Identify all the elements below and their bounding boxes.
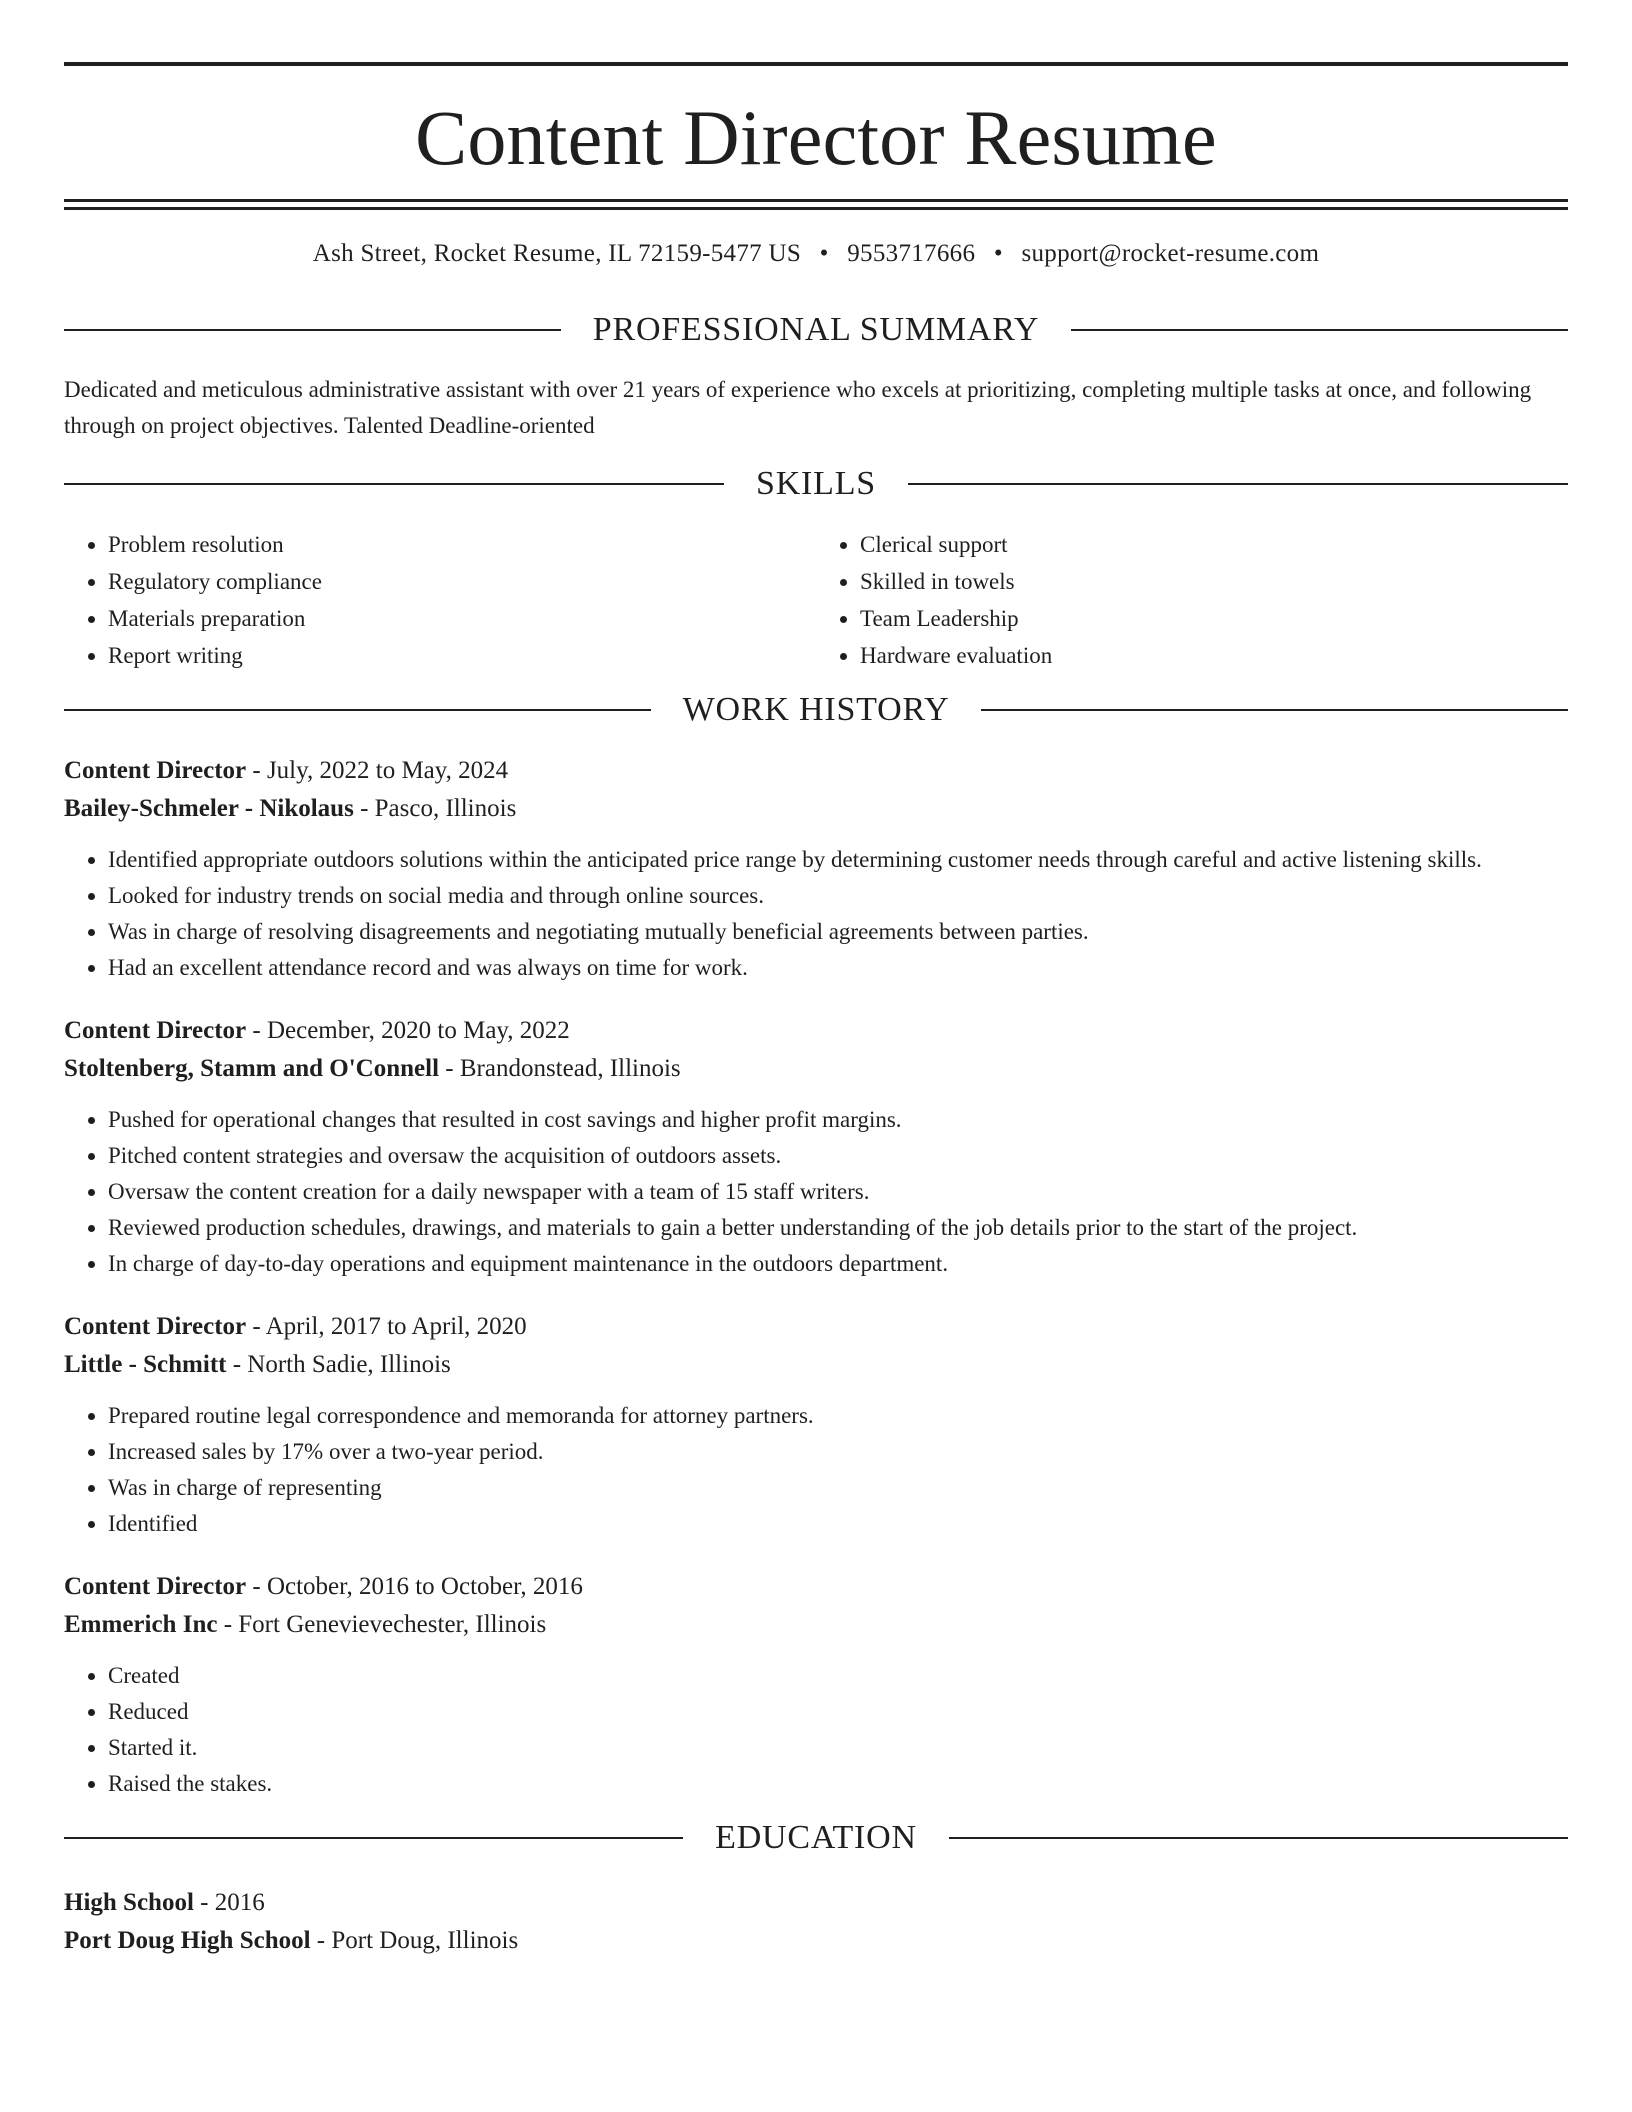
section-header-education [64, 1818, 1568, 1858]
job-bullet: • Raised the stakes. [108, 1766, 1568, 1802]
job-company-line [64, 1606, 1568, 1644]
job-title: Content Director [64, 1573, 247, 1600]
job-dates: - April, 2017 to April, 2020 [246, 1313, 527, 1340]
job-title-line [64, 1568, 1568, 1606]
job-bullet: • Looked for industry trends on social media and through online sources. [108, 878, 1568, 914]
job-title-line [64, 1012, 1568, 1050]
job-bullets [64, 1102, 1568, 1282]
section-title-work: WORK HISTORY [682, 691, 950, 728]
job-bullet: • Was in charge of representing [108, 1470, 1568, 1506]
skill-item: • Report writing [108, 637, 816, 674]
section-rule-right [908, 483, 1568, 485]
job-bullet: • Increased sales by 17% over a two-year period. [108, 1434, 1568, 1470]
job-title: Content Director [64, 1313, 247, 1340]
summary-text: Dedicated and meticulous administrative assistant with over 21 years of experience who excels at prioritizing, completing multiple tasks at once, and following through on project objectives. Talented Deadline-oriented [64, 377, 1532, 438]
job-bullet: • Prepared routine legal correspondence and memoranda for attorney partners. [108, 1398, 1568, 1434]
job-entry [64, 1568, 1568, 1802]
section-header-work [64, 690, 1568, 730]
resume-title: Content Director Resume [415, 94, 1217, 181]
job-bullet: • Identified [108, 1506, 1568, 1542]
job-bullet: • Had an excellent attendance record and was always on time for work. [108, 950, 1568, 986]
skill-item: • Hardware evaluation [860, 637, 1568, 674]
skill-item: • Clerical support [860, 526, 1568, 563]
job-location: - Brandonstead, Illinois [439, 1055, 681, 1082]
contact-address: Ash Street, Rocket Resume, IL 72159-5477 US [312, 240, 802, 267]
contact-email: support@rocket-resume.com [1021, 240, 1320, 267]
job-location: - Pasco, Illinois [353, 795, 517, 822]
job-company-line [64, 1050, 1568, 1088]
job-title-line [64, 752, 1568, 790]
job-bullet: • Identified appropriate outdoors solutions within the anticipated price range by determining customer needs through careful and active listening skills. [108, 842, 1568, 878]
skill-item: • Materials preparation [108, 600, 816, 637]
job-bullet: • Created [108, 1658, 1568, 1694]
education-school-line [64, 1922, 1568, 1960]
skill-item: • Problem resolution [108, 526, 816, 563]
section-title-education: EDUCATION [715, 1819, 917, 1856]
job-bullet: • Reduced [108, 1694, 1568, 1730]
section-header-skills [64, 464, 1568, 504]
job-dates: - July, 2022 to May, 2024 [246, 757, 509, 784]
contact-separator: • [819, 240, 829, 267]
education-year: - 2016 [193, 1889, 265, 1916]
job-dates: - October, 2016 to October, 2016 [246, 1573, 583, 1600]
section-title-summary: PROFESSIONAL SUMMARY [592, 311, 1040, 348]
job-location: - North Sadie, Illinois [226, 1351, 451, 1378]
contact-phone: 9553717666 [847, 240, 976, 267]
section-rule-left [64, 709, 651, 711]
job-bullet: • Pitched content strategies and oversaw the acquisition of outdoors assets. [108, 1138, 1568, 1174]
job-company: Stoltenberg, Stamm and O'Connell [64, 1055, 440, 1082]
education-degree: High School [64, 1889, 194, 1916]
section-rule-left [64, 483, 724, 485]
skills-column-left [64, 526, 816, 674]
skill-item: • Team Leadership [860, 600, 1568, 637]
job-entry [64, 1012, 1568, 1282]
job-entry [64, 1308, 1568, 1542]
section-header-summary [64, 310, 1568, 350]
job-title-line [64, 1308, 1568, 1346]
job-bullet: • Started it. [108, 1730, 1568, 1766]
education-school: Port Doug High School [64, 1927, 311, 1954]
section-rule-right [949, 1837, 1568, 1839]
education-entry [64, 1884, 1568, 1960]
section-rule-right [1071, 329, 1568, 331]
job-bullet: • Pushed for operational changes that resulted in cost savings and higher profit margins. [108, 1102, 1568, 1138]
section-rule-right [981, 709, 1568, 711]
education-location: - Port Doug, Illinois [310, 1927, 519, 1954]
job-bullet: • Oversaw the content creation for a daily newspaper with a team of 15 staff writers. [108, 1174, 1568, 1210]
job-bullet: • Was in charge of resolving disagreements and negotiating mutually beneficial agreements between parties. [108, 914, 1568, 950]
job-company: Little - Schmitt [64, 1351, 227, 1378]
section-rule-left [64, 329, 561, 331]
contact-line [64, 240, 1568, 272]
job-dates: - December, 2020 to May, 2022 [246, 1017, 570, 1044]
top-rule [64, 62, 1568, 66]
job-bullets [64, 1658, 1568, 1802]
job-company-line [64, 1346, 1568, 1384]
skills-list [64, 526, 1568, 674]
job-title: Content Director [64, 757, 247, 784]
job-company-line [64, 790, 1568, 828]
job-bullets [64, 1398, 1568, 1542]
skill-item: • Regulatory compliance [108, 563, 816, 600]
resume-page [64, 62, 1568, 1960]
job-location: - Fort Genevievechester, Illinois [217, 1611, 547, 1638]
job-company: Bailey-Schmeler - Nikolaus [64, 795, 354, 822]
title-double-rule [64, 199, 1568, 210]
section-rule-left [64, 1837, 683, 1839]
section-title-skills: SKILLS [755, 465, 877, 502]
education-degree-line [64, 1884, 1568, 1922]
job-bullets [64, 842, 1568, 986]
job-company: Emmerich Inc [64, 1611, 218, 1638]
job-bullet: • In charge of day-to-day operations and equipment maintenance in the outdoors department. [108, 1246, 1568, 1282]
contact-separator: • [993, 240, 1003, 267]
job-entry [64, 752, 1568, 986]
job-title: Content Director [64, 1017, 247, 1044]
skill-item: • Skilled in towels [860, 563, 1568, 600]
skills-column-right [816, 526, 1568, 674]
job-bullet: • Reviewed production schedules, drawings, and materials to gain a better understanding of the job details prior to the start of the project. [108, 1210, 1568, 1246]
